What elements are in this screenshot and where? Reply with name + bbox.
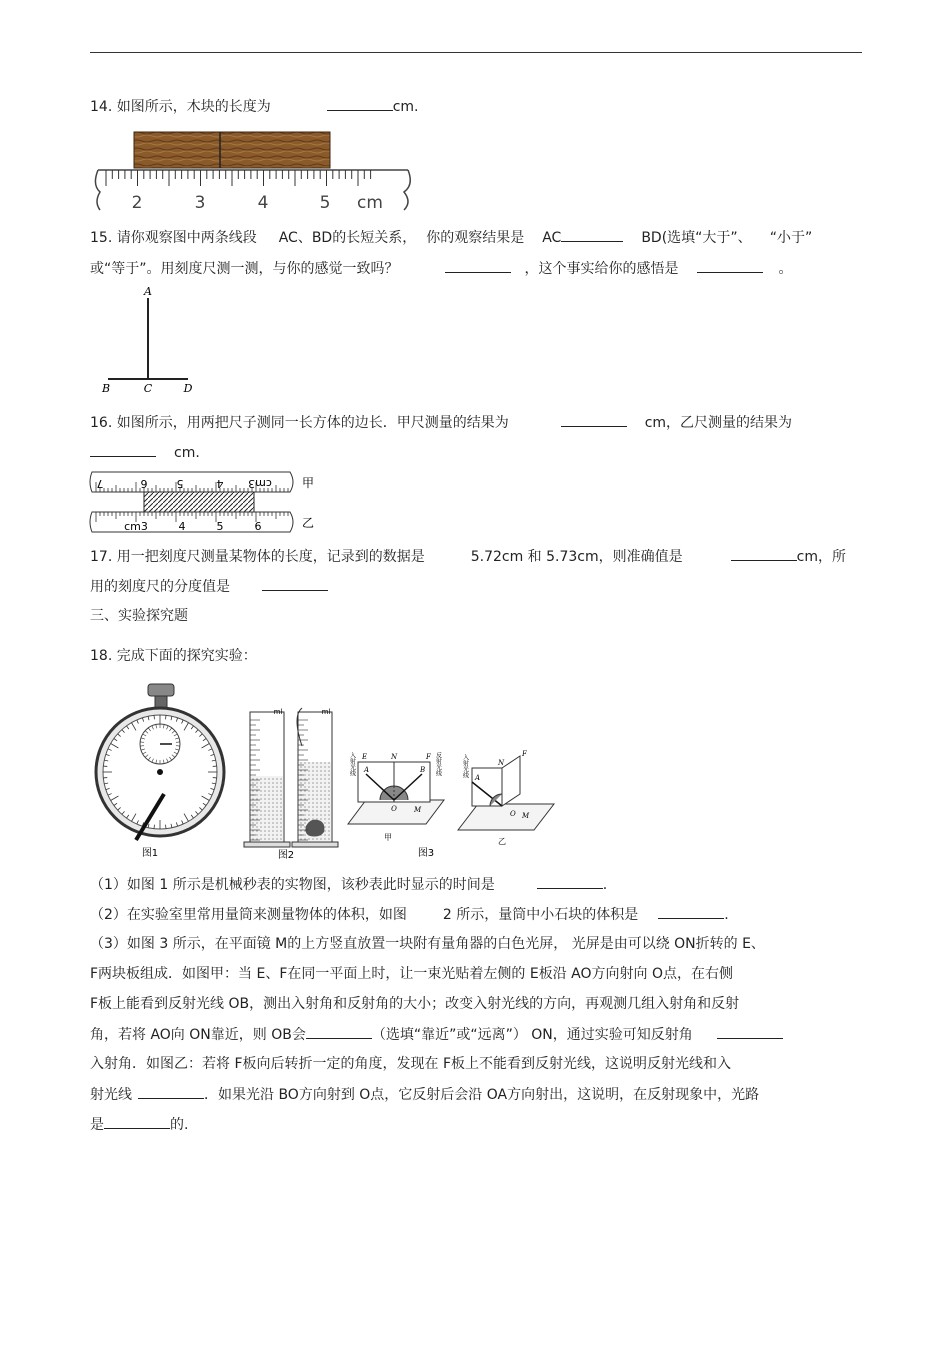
fig3-label-A2: A xyxy=(475,774,481,782)
fig3-label-N: N xyxy=(390,753,398,761)
ruler-label-2: 2 xyxy=(131,193,143,213)
q15-segments-figure xyxy=(98,284,198,396)
q18-p3l4a: 角，若将 AO向 ON靠近，则 OB会 xyxy=(90,1027,306,1043)
fig3-yi: 乙 xyxy=(498,837,506,846)
ruler-name-jia: 甲 xyxy=(301,476,315,490)
ruler-label-cm: cm xyxy=(357,193,383,213)
fig3-label-O2: O xyxy=(510,810,516,818)
fig3-incident-text2: 入射光线 xyxy=(461,754,469,778)
label-D: D xyxy=(183,382,193,395)
bottom-label-4: 4 xyxy=(178,520,186,533)
fig3-label-A: A xyxy=(364,766,370,774)
fig3-label-N2: N xyxy=(498,759,505,767)
ruler-name-yi: 乙 xyxy=(301,516,315,530)
q17-blank-division[interactable] xyxy=(262,576,328,591)
q15-l1b: AC、BD的长短关系， xyxy=(278,230,417,246)
fig3-label-F: F xyxy=(426,753,431,761)
q17-line1 xyxy=(90,546,846,567)
q14-ruler-figure xyxy=(92,130,412,216)
q18-blank-angle[interactable] xyxy=(717,1024,783,1039)
q15-line2 xyxy=(90,258,793,279)
block-hatched xyxy=(144,492,254,512)
q15-blank-insight[interactable] xyxy=(697,258,763,273)
fig3-label-B: B xyxy=(420,766,426,774)
q18-p3-l1: （3）如图 3 所示，在平面镜 M的上方竖直放置一块附有量角器的白色光屏， 光屏是由可以绕 ON折转的 E、 xyxy=(90,936,765,952)
q18-p3-l6 xyxy=(90,1084,759,1105)
q18-p1 xyxy=(90,874,607,895)
q16-blank-jia[interactable] xyxy=(561,412,627,427)
section-title: 三、实验探究题 xyxy=(90,608,188,624)
q15-l1e: BD(选填“大于”、 xyxy=(641,230,752,246)
fig3-jia: 甲 xyxy=(384,833,392,842)
q15-l2end: 。 xyxy=(778,261,793,277)
bottom-label-cm3: cm3 xyxy=(124,520,148,533)
fig2-label: 图2 xyxy=(277,850,295,861)
q18-p3-l4 xyxy=(90,1024,783,1045)
fig1-label: 图1 xyxy=(141,848,159,859)
q14-blank[interactable] xyxy=(327,96,393,111)
top-label-5: 5 xyxy=(176,477,184,490)
ruler-label-4: 4 xyxy=(257,193,269,213)
top-label-7: 7 xyxy=(96,477,104,490)
q18-p2b: 2 所示，量筒中小石块的体积是 xyxy=(442,907,639,923)
q18-blank-path[interactable] xyxy=(104,1114,170,1129)
q18-blank-closer[interactable] xyxy=(306,1024,372,1039)
fig3-label-M2: M xyxy=(522,812,530,820)
bottom-label-6: 6 xyxy=(254,520,262,533)
q18-p3l4b: （选填“靠近”或“远离”） ON，通过实验可知反射角 xyxy=(371,1027,693,1043)
q15-l2a: 或“等于”。用刻度尺测一测，与你的感觉一致吗？ xyxy=(90,261,399,277)
q17-l2a: 用的刻度尺的分度值是 xyxy=(90,579,230,595)
q17-l1b: 5.72cm 和 5.73cm，则准确值是 xyxy=(470,549,683,565)
cyl2-unit: ml xyxy=(321,708,331,716)
q14-line xyxy=(90,96,419,117)
fig3-label-E: E xyxy=(362,753,368,761)
q18-p3-l7 xyxy=(90,1114,188,1135)
fig3-label-O: O xyxy=(391,805,397,813)
q17-blank-accurate[interactable] xyxy=(731,546,797,561)
fig3-label: 图3 xyxy=(417,848,435,859)
q16-l2end: cm. xyxy=(174,445,200,461)
q15-l1f: “小于” xyxy=(769,230,813,246)
cyl1-unit: ml xyxy=(273,708,283,716)
q16-l1b: cm，乙尺测量的结果为 xyxy=(644,415,793,431)
top-label-6: 6 xyxy=(140,477,148,490)
q18-blank-time[interactable] xyxy=(537,874,603,889)
q15-l1d: AC xyxy=(542,230,562,246)
q15-l1a: 15. 请你观察图中两条线段 xyxy=(90,230,257,246)
fig3-label-F2: F xyxy=(522,750,527,758)
q18-blank-volume[interactable] xyxy=(658,904,724,919)
stopwatch-figure xyxy=(92,682,232,860)
header-rule xyxy=(90,52,862,53)
q18-p3l6b: ．如果光沿 BO方向射到 O点，它反射后会沿 OA方向射出，这说明，在反射现象中，光路 xyxy=(204,1087,760,1103)
bottom-label-5: 5 xyxy=(216,520,224,533)
q18-p1end: . xyxy=(602,877,608,893)
top-label-4: 4 xyxy=(216,477,224,490)
q17-l1a: 17. 用一把刻度尺测量某物体的长度，记录到的数据是 xyxy=(90,549,425,565)
q14-text: 14. 如图所示，木块的长度为 xyxy=(90,99,271,115)
label-B: B xyxy=(101,382,111,395)
top-label-cm3: cm3 xyxy=(248,477,272,490)
wood-block xyxy=(134,132,330,168)
q18-p3-l3: F板上能看到反射光线 OB，测出入射角和反射角的大小；改变入射光线的方向，再观测几组入射角和反射 xyxy=(90,996,740,1012)
fig3-reflected-text: 反射光线 xyxy=(434,752,442,776)
q15-l2b: ，这个事实给你的感悟是 xyxy=(524,261,679,277)
q18-p1a: （1）如图 1 所示是机械秒表的实物图，该秒表此时显示的时间是 xyxy=(90,877,495,893)
label-A: A xyxy=(144,285,152,298)
q18-p3l7a: 是 xyxy=(90,1117,104,1133)
q15-blank-compare[interactable] xyxy=(561,227,623,242)
reflection-figure xyxy=(344,748,560,860)
q18-title: 18. 完成下面的探究实验： xyxy=(90,648,257,664)
q18-p3l6a: 射光线 xyxy=(90,1087,132,1103)
fig3-incident-text: 入射光线 xyxy=(348,752,356,776)
q16-rulers-figure xyxy=(88,468,328,540)
q18-blank-plane[interactable] xyxy=(138,1084,204,1099)
q17-line2 xyxy=(90,576,328,597)
q16-line2 xyxy=(90,442,200,463)
ruler-label-3: 3 xyxy=(194,193,206,213)
q16-line1 xyxy=(90,412,792,433)
fig3-label-M: M xyxy=(414,806,422,814)
q18-p2a: （2）在实验室里常用量筒来测量物体的体积，如图 xyxy=(90,907,407,923)
q18-p3l7b: 的. xyxy=(170,1117,189,1133)
label-C: C xyxy=(143,382,153,395)
q16-blank-yi[interactable] xyxy=(90,442,156,457)
q16-l1a: 16. 如图所示，用两把尺子测同一长方体的边长．甲尺测量的结果为 xyxy=(90,415,509,431)
q17-l1c: cm，所 xyxy=(796,549,846,565)
q18-p3-l2: F两块板组成．如图甲：当 E、F在同一平面上时，让一束光贴着左侧的 E板沿 AO方向射向 O点，在右侧 xyxy=(90,966,733,982)
ruler-label-5: 5 xyxy=(319,193,331,213)
q18-p3-l5: 入射角．如图乙：若将 F板向后转折一定的角度，发现在 F板上不能看到反射光线，这说明反射光线和入 xyxy=(90,1056,732,1072)
q14-unit: cm. xyxy=(392,99,419,115)
q15-line1 xyxy=(90,227,812,248)
cylinders-figure xyxy=(244,706,344,862)
q15-l1c: 你的观察结果是 xyxy=(426,230,525,246)
q15-blank-consistent[interactable] xyxy=(445,258,511,273)
q18-p2 xyxy=(90,904,729,925)
q18-p2end: . xyxy=(724,907,729,923)
